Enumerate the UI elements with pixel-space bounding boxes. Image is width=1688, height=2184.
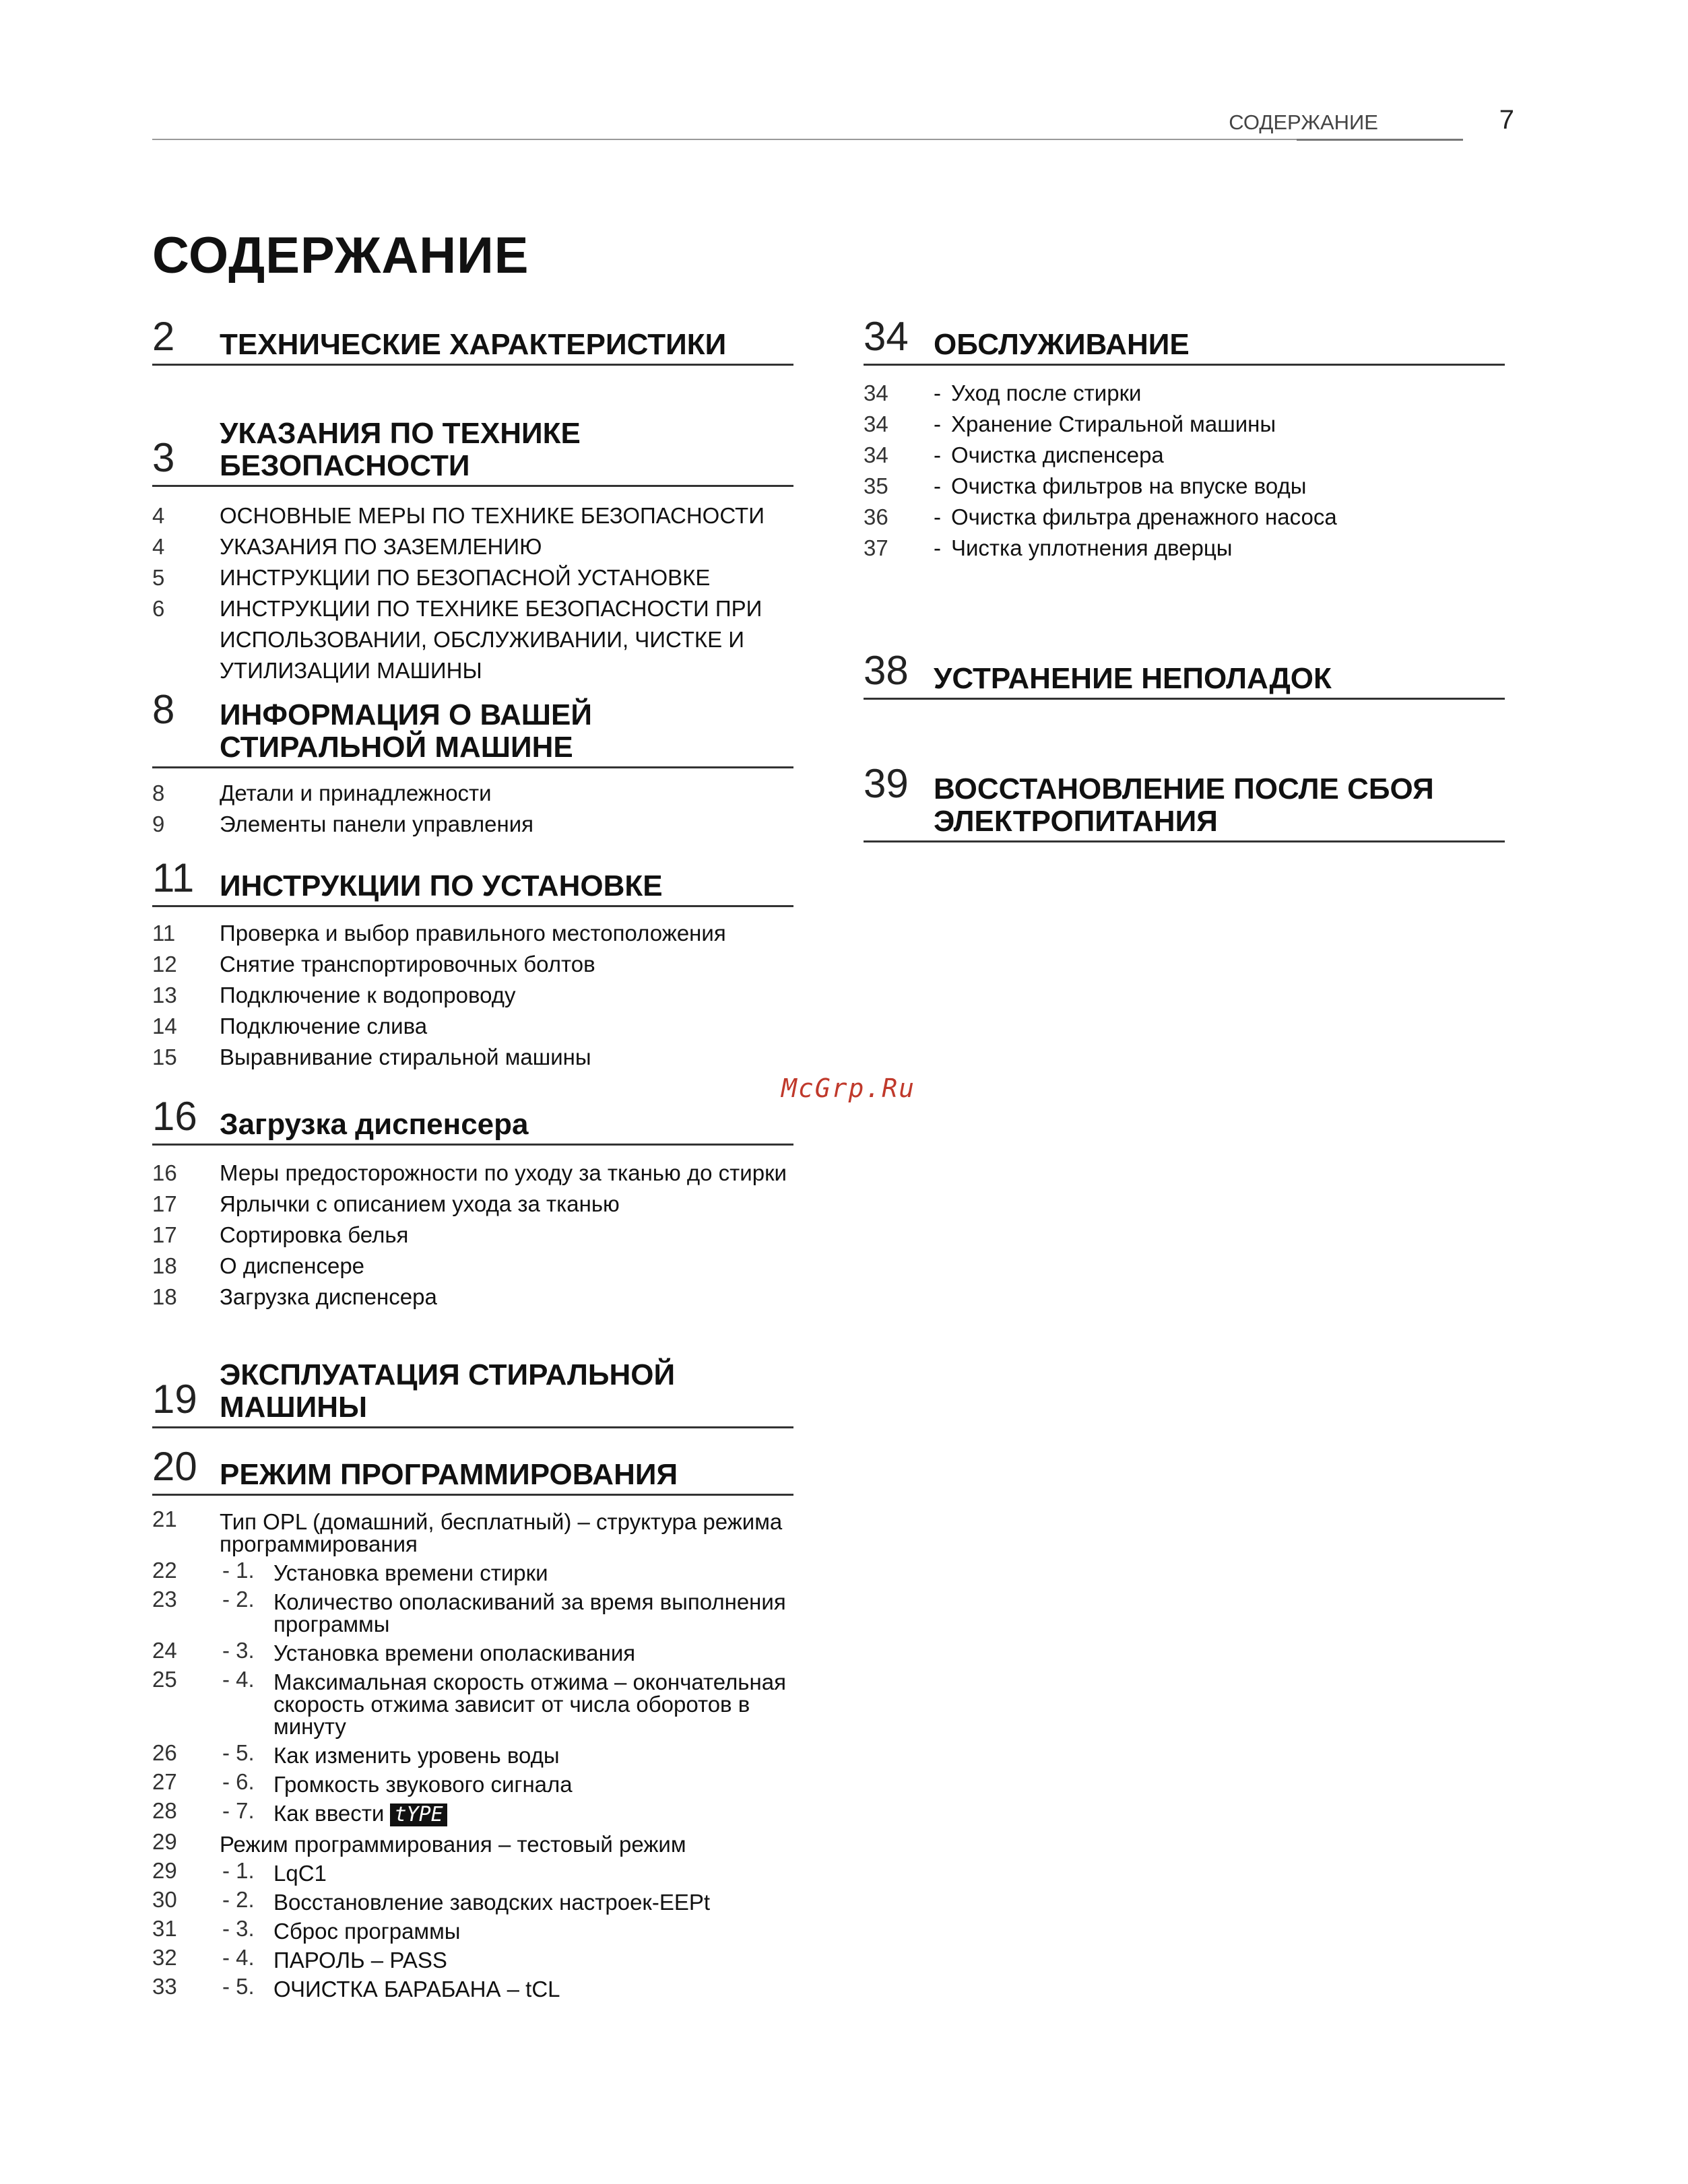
header-rule (152, 139, 1462, 140)
toc-item-page: 30 (152, 1887, 177, 1913)
toc-item-page: 35 (864, 473, 888, 498)
toc-item-marker: - (934, 411, 941, 436)
toc-item[interactable] (864, 471, 1505, 502)
toc-item-page: 29 (152, 1858, 177, 1884)
toc-item-page: 18 (152, 1284, 177, 1309)
toc-section-page: 11 (152, 855, 195, 900)
toc-section-heading (152, 314, 793, 366)
toc-item[interactable] (864, 533, 1505, 564)
toc-item-text: Хранение Стиральной машины (951, 411, 1276, 436)
toc-item-text: Сортировка белья (220, 1222, 409, 1247)
toc-item[interactable] (152, 500, 793, 531)
toc-section[interactable] (152, 314, 793, 366)
toc-section-page: 34 (864, 314, 909, 359)
toc-item[interactable] (152, 1742, 839, 1771)
watermark: McGrp.Ru (781, 1073, 916, 1103)
toc-section-page: 20 (152, 1444, 197, 1489)
toc-item[interactable] (152, 1771, 839, 1799)
toc-section-heading (152, 1444, 793, 1496)
toc-item-marker: - 5. (222, 1740, 255, 1765)
toc-item-text: Установка времени стирки (273, 1560, 548, 1585)
toc-item[interactable] (152, 1011, 793, 1042)
toc-item-text: Очистка фильтра дренажного насоса (951, 504, 1337, 529)
toc-item-text: Восстановление заводских настроек-EEPt (273, 1890, 711, 1915)
toc-item-text: Установка времени ополаскивания (273, 1641, 636, 1665)
toc-section-page: 8 (152, 687, 175, 732)
toc-items (152, 918, 793, 1073)
toc-item-text: Очистка диспенсера (951, 442, 1164, 467)
toc-item[interactable] (152, 1888, 839, 1917)
toc-item-text: Режим программирования – тестовый режим (220, 1832, 686, 1857)
toc-item[interactable] (864, 409, 1505, 440)
toc-item-text (273, 1802, 839, 1826)
toc-item-text: Тип OPL (домашний, бесплатный) – структура режима программирования (220, 1509, 783, 1556)
toc-item[interactable] (152, 980, 793, 1011)
page-title: СОДЕРЖАНИЕ (152, 227, 529, 284)
toc-item-page: 26 (152, 1740, 177, 1765)
toc-item-page: 24 (152, 1638, 177, 1663)
page-number: 7 (1499, 105, 1514, 135)
toc-item-text: Выравнивание стиральной машины (220, 1045, 591, 1069)
toc-item-text: Подключение слива (220, 1014, 428, 1038)
toc-section-heading (152, 687, 793, 768)
toc-item[interactable] (152, 1668, 839, 1742)
toc-item-marker: - (934, 473, 941, 498)
toc-item[interactable] (152, 562, 793, 593)
toc-item[interactable] (864, 502, 1505, 533)
toc-items (152, 500, 793, 686)
toc-item-marker: - 1. (222, 1558, 255, 1583)
toc-item-text: Снятие транспортировочных болтов (220, 952, 595, 977)
toc-item[interactable] (152, 1830, 839, 1859)
toc-item-marker: - 3. (222, 1916, 255, 1942)
toc-section-heading (152, 1094, 793, 1146)
toc-item-marker: - 3. (222, 1638, 255, 1663)
toc-item-text: Загрузка диспенсера (220, 1284, 437, 1309)
toc-section-heading (864, 761, 1505, 842)
toc-item-text: УКАЗАНИЯ ПО ЗАЗЕМЛЕНИЮ (220, 534, 542, 559)
toc-item[interactable] (152, 1251, 793, 1282)
toc-item[interactable] (152, 778, 793, 809)
toc-item-text: Детали и принадлежности (220, 781, 492, 805)
toc-item-text: Сброс программы (273, 1919, 461, 1944)
toc-section-heading (864, 314, 1505, 366)
toc-item-marker: - 7. (222, 1798, 255, 1823)
toc-item[interactable] (152, 1189, 793, 1220)
toc-item-page: 34 (864, 411, 888, 436)
toc-item-text-part: Как ввести (273, 1801, 385, 1826)
toc-item[interactable] (152, 1508, 839, 1559)
toc-item-text: Ярлычки с описанием ухода за тканью (220, 1191, 620, 1216)
toc-section-page: 2 (152, 314, 175, 359)
toc-item-marker: - (934, 504, 941, 529)
toc-section[interactable] (152, 1094, 793, 1313)
toc-section-title: ИНСТРУКЦИИ ПО УСТАНОВКЕ (220, 869, 663, 902)
toc-items (152, 1508, 839, 2004)
toc-item-page: 4 (152, 534, 165, 559)
toc-item-page: 34 (864, 380, 888, 405)
toc-item-marker: - (934, 535, 941, 560)
toc-section-title: ЭКСПЛУАТАЦИЯ СТИРАЛЬНОЙ МАШИНЫ (220, 1358, 676, 1424)
toc-item-page: 18 (152, 1253, 177, 1278)
toc-item[interactable] (152, 593, 793, 686)
toc-item-text: Чистка уплотнения дверцы (951, 535, 1233, 560)
toc-item[interactable] (152, 1946, 839, 1975)
toc-item-marker: - (934, 380, 941, 405)
toc-item-page: 4 (152, 503, 165, 528)
toc-item-text: ПАРОЛЬ – PASS (273, 1948, 447, 1973)
toc-item[interactable] (152, 1158, 793, 1189)
toc-item-text: Максимальная скорость отжима – окончательная скорость отжима зависит от числа оборотов в минуту (273, 1669, 786, 1739)
toc-section-page: 38 (864, 648, 909, 693)
toc-section-title: ВОССТАНОВЛЕНИЕ ПОСЛЕ СБОЯ ЭЛЕКТРОПИТАНИЯ (934, 772, 1434, 838)
running-header: СОДЕРЖАНИЕ (1229, 110, 1378, 134)
toc-item-page: 25 (152, 1667, 177, 1692)
toc-item-page: 9 (152, 812, 165, 836)
toc-item-page: 28 (152, 1798, 177, 1823)
toc-item-marker: - 5. (222, 1974, 255, 1999)
toc-item-page: 33 (152, 1974, 177, 1999)
toc-item-text: Подключение к водопроводу (220, 983, 516, 1007)
toc-item-page: 17 (152, 1222, 177, 1247)
toc-item[interactable] (152, 918, 793, 949)
toc-item-marker: - 4. (222, 1945, 255, 1971)
toc-item-text: Очистка фильтров на впуске воды (951, 473, 1307, 498)
toc-item-page: 8 (152, 781, 165, 805)
toc-item[interactable] (152, 1588, 839, 1639)
toc-section[interactable] (152, 412, 793, 686)
toc-section-title: УСТРАНЕНИЕ НЕПОЛАДОК (934, 662, 1332, 695)
toc-item-page: 17 (152, 1191, 177, 1216)
toc-item-text: Элементы панели управления (220, 812, 534, 836)
toc-section-page: 19 (152, 1377, 197, 1422)
toc-item[interactable] (152, 1859, 839, 1888)
toc-section[interactable] (152, 1354, 793, 1428)
toc-item-page: 21 (152, 1507, 177, 1531)
toc-section[interactable] (152, 687, 793, 840)
toc-section[interactable] (152, 1444, 793, 2004)
toc-item-marker: - 4. (222, 1667, 255, 1692)
toc-item-page: 13 (152, 983, 177, 1007)
toc-item-text: ИНСТРУКЦИИ ПО ТЕХНИКЕ БЕЗОПАСНОСТИ ПРИ ИСПОЛЬЗОВАНИИ, ОБСЛУЖИВАНИИ, ЧИСТКЕ И УТИЛИЗАЦИИ МАШИНЫ (220, 596, 762, 683)
toc-item-text: ОСНОВНЫЕ МЕРЫ ПО ТЕХНИКЕ БЕЗОПАСНОСТИ (220, 503, 765, 528)
toc-section[interactable] (152, 855, 793, 1073)
toc-section[interactable] (864, 648, 1505, 700)
toc-item-page: 5 (152, 565, 165, 590)
toc-section[interactable] (864, 314, 1505, 564)
toc-item-page: 29 (152, 1829, 177, 1855)
toc-item-text: Громкость звукового сигнала (273, 1772, 573, 1797)
toc-item[interactable] (152, 1975, 839, 2004)
toc-item-marker: - 2. (222, 1587, 255, 1612)
toc-item-marker: - (934, 442, 941, 467)
toc-item-page: 14 (152, 1014, 177, 1038)
toc-section-page: 16 (152, 1094, 197, 1139)
toc-section-page: 39 (864, 761, 909, 806)
toc-item-text: Как изменить уровень воды (273, 1743, 560, 1768)
toc-item-page: 12 (152, 952, 177, 977)
toc-item-page: 34 (864, 442, 888, 467)
toc-item[interactable] (864, 440, 1505, 471)
toc-section-heading (152, 1354, 793, 1428)
header-rule-accent (1297, 139, 1463, 141)
toc-item-text: О диспенсере (220, 1253, 365, 1278)
toc-item-text: ИНСТРУКЦИИ ПО БЕЗОПАСНОЙ УСТАНОВКЕ (220, 565, 711, 590)
toc-items (152, 1158, 793, 1313)
toc-section-heading (152, 855, 793, 907)
toc-item[interactable] (152, 1559, 839, 1588)
toc-section-title: УКАЗАНИЯ ПО ТЕХНИКЕ БЕЗОПАСНОСТИ (220, 417, 581, 482)
display-segment-type: tYPE (390, 1804, 447, 1826)
toc-item-page: 32 (152, 1945, 177, 1971)
toc-item[interactable] (152, 1220, 793, 1251)
toc-item-page: 6 (152, 596, 165, 621)
toc-item-page: 16 (152, 1160, 177, 1185)
toc-item[interactable] (152, 809, 793, 840)
toc-items (864, 378, 1505, 564)
toc-section-title: ОБСЛУЖИВАНИЕ (934, 328, 1190, 361)
toc-item[interactable] (152, 949, 793, 980)
toc-item-page: 31 (152, 1916, 177, 1942)
toc-item-page: 23 (152, 1587, 177, 1612)
toc-item[interactable] (152, 1917, 839, 1946)
toc-item-marker: - 6. (222, 1769, 255, 1794)
toc-section-heading (864, 648, 1505, 700)
toc-item[interactable] (152, 1799, 839, 1830)
toc-item[interactable] (152, 531, 793, 562)
toc-section[interactable] (864, 761, 1505, 842)
toc-item[interactable] (152, 1042, 793, 1073)
toc-item-page: 15 (152, 1045, 177, 1069)
toc-item-page: 22 (152, 1558, 177, 1583)
toc-item[interactable] (152, 1282, 793, 1313)
toc-section-title: ТЕХНИЧЕСКИЕ ХАРАКТЕРИСТИКИ (220, 328, 727, 361)
toc-section-heading (152, 412, 793, 487)
toc-item-text: Проверка и выбор правильного местоположения (220, 921, 726, 946)
toc-item-text: Меры предосторожности по уходу за тканью до стирки (220, 1160, 787, 1185)
toc-section-title: Загрузка диспенсера (220, 1108, 529, 1141)
toc-item[interactable] (864, 378, 1505, 409)
toc-item-text: LqC1 (273, 1861, 327, 1886)
toc-item-text: Количество ополаскиваний за время выполнения программы (273, 1589, 786, 1636)
toc-item-page: 27 (152, 1769, 177, 1794)
toc-item-marker: - 2. (222, 1887, 255, 1913)
toc-item-text: ОЧИСТКА БАРАБАНА – tCL (273, 1977, 560, 2002)
toc-items (152, 778, 793, 840)
toc-section-page: 3 (152, 435, 175, 480)
toc-item-page: 36 (864, 504, 888, 529)
toc-section-title: ИНФОРМАЦИЯ О ВАШЕЙ СТИРАЛЬНОЙ МАШИНЕ (220, 698, 592, 764)
toc-item-text: Уход после стирки (951, 380, 1142, 405)
toc-item-marker: - 1. (222, 1858, 255, 1884)
toc-section-title: РЕЖИМ ПРОГРАММИРОВАНИЯ (220, 1458, 678, 1491)
toc-item[interactable] (152, 1639, 839, 1668)
toc-item-page: 37 (864, 535, 888, 560)
toc-item-page: 11 (152, 921, 176, 946)
